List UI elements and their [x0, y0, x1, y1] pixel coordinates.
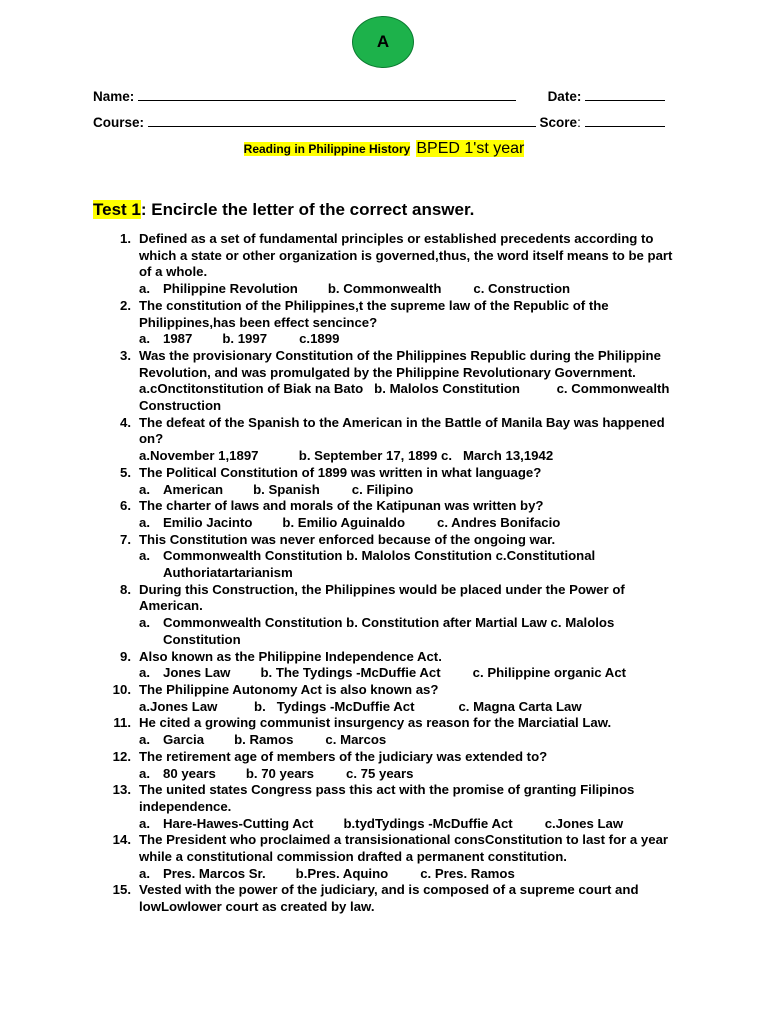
question-text: The united states Congress pass this act with the promise of granting Filipinos independence.: [139, 782, 635, 814]
name-label: Name:: [93, 89, 135, 104]
date-label: Date:: [547, 89, 582, 104]
score-colon: :: [577, 115, 581, 130]
choice-text[interactable]: c. Construction: [473, 281, 571, 297]
question-text: Also known as the Philippine Independence Act.: [139, 648, 442, 664]
choice-text[interactable]: b. Emilio Aguinaldo: [282, 514, 405, 530]
choice-letter[interactable]: a.: [139, 732, 150, 748]
question-text: The charter of laws and morals of the Katipunan was written by?: [139, 498, 544, 514]
choice-text[interactable]: Pres. Marcos Sr.: [163, 865, 266, 881]
choice-text[interactable]: Hare-Hawes-Cutting Act: [163, 815, 314, 831]
question-text: Vested with the power of the judiciary, and is composed of a supreme court and lowLowlower court as created by law.: [139, 882, 639, 915]
question-item: [112, 715, 682, 748]
version-letter: A: [376, 32, 390, 51]
choice-text[interactable]: b. 1997: [222, 331, 268, 347]
answer-choices-line[interactable]: a.November 1,1897 b. September 17, 1899 c. March 13,1942: [139, 448, 554, 464]
question-text: He cited a growing communist insurgency as reason for the Marciatial Law.: [139, 715, 612, 731]
question-item: [112, 582, 682, 649]
choice-letter[interactable]: a.: [139, 865, 150, 881]
course-title: Reading in Philippine History: [243, 142, 411, 156]
choice-letter[interactable]: a.: [139, 514, 150, 530]
question-number: 15.: [112, 882, 131, 898]
question-text: The President who proclaimed a transisionational consConstitution to last for a year while a constitutional commission drafted a permanent constitution.: [139, 832, 669, 865]
test-heading: [93, 200, 474, 220]
name-field[interactable]: [138, 88, 516, 101]
question-list: [112, 231, 682, 916]
question-item: [112, 749, 682, 782]
choice-text[interactable]: Jones Law: [163, 665, 231, 681]
choice-text[interactable]: Philippine Revolution: [163, 281, 298, 297]
question-number: 8.: [120, 581, 131, 597]
question-item: [112, 649, 682, 682]
question-number: 3.: [120, 347, 131, 363]
date-field[interactable]: [585, 88, 665, 101]
question-text: The Political Constitution of 1899 was written in what language?: [139, 464, 542, 480]
choice-letter[interactable]: a.: [139, 548, 150, 564]
course-score-row: [93, 114, 665, 130]
question-text: This Constitution was never enforced because of the ongoing war.: [139, 531, 556, 547]
question-item: [112, 298, 682, 348]
question-item: [112, 498, 682, 531]
choice-text[interactable]: b. Spanish: [253, 481, 320, 497]
choice-text[interactable]: 80 years: [163, 765, 216, 781]
question-item: [112, 465, 682, 498]
question-number: 1.: [120, 231, 131, 246]
answer-choices: [139, 732, 682, 749]
choice-text[interactable]: American: [163, 481, 224, 497]
choice-letter[interactable]: a.: [139, 281, 150, 297]
answer-choices-line[interactable]: a.Jones Law b. Tydings -McDuffie Act c. Magna Carta Law: [139, 698, 582, 714]
choice-text[interactable]: c. Philippine organic Act: [472, 665, 627, 681]
choice-text[interactable]: Commonwealth Constitution b. Constitution after Martial Law c. Malolos Constitution: [163, 615, 615, 647]
question-number: 13.: [112, 782, 131, 798]
choice-letter[interactable]: a.: [139, 665, 150, 681]
choice-text[interactable]: b. Commonwealth: [327, 281, 442, 297]
question-number: 5.: [120, 464, 131, 480]
question-number: 12.: [112, 748, 131, 764]
question-item: [112, 348, 682, 415]
choice-text[interactable]: c. 75 years: [346, 765, 414, 781]
choice-text[interactable]: 1987: [163, 331, 193, 347]
question-text: The retirement age of members of the judiciary was extended to?: [139, 748, 548, 764]
question-item: [112, 782, 682, 832]
choice-letter[interactable]: a.: [139, 615, 150, 631]
choice-text[interactable]: b.Pres. Aquino: [295, 865, 389, 881]
answer-choices: [139, 548, 682, 581]
choice-letter[interactable]: a.: [139, 481, 150, 497]
name-date-row: [93, 88, 665, 104]
choice-text[interactable]: b.tydTydings -McDuffie Act: [343, 815, 513, 831]
answer-choices: [139, 281, 682, 298]
choice-letter[interactable]: a.: [139, 331, 150, 347]
choice-text[interactable]: c. Pres. Ramos: [420, 865, 515, 881]
answer-choices: [139, 766, 682, 783]
choice-text[interactable]: c. Filipino: [351, 481, 414, 497]
choice-letter[interactable]: a.: [139, 815, 150, 831]
question-text: Was the provisionary Constitution of the Philippines Republic during the Philippine Revolution, and was promulgated by the Philippine Revolutionary Government.: [139, 347, 661, 380]
question-item: [112, 415, 682, 465]
answer-choices: [139, 615, 682, 648]
score-label: Score: [539, 115, 578, 130]
answer-choices: [139, 665, 682, 682]
question-number: 9.: [120, 648, 131, 664]
question-item: [112, 532, 682, 582]
course-field[interactable]: [148, 114, 536, 127]
subject-line: [0, 140, 768, 158]
question-item: [112, 682, 682, 715]
choice-text[interactable]: b. 70 years: [245, 765, 314, 781]
version-badge: [352, 16, 414, 68]
choice-text[interactable]: b. The Tydings -McDuffie Act: [260, 665, 441, 681]
choice-text[interactable]: Commonwealth Constitution b. Malolos Constitution c.Constitutional Authoriatartarianism: [163, 548, 596, 581]
choice-text[interactable]: Emilio Jacinto: [163, 514, 253, 530]
choice-text[interactable]: Garcia: [163, 732, 205, 748]
question-text: The Philippine Autonomy Act is also known as?: [139, 681, 439, 697]
choice-text[interactable]: c.Jones Law: [544, 815, 624, 831]
question-item: [112, 882, 682, 915]
question-number: 10.: [112, 681, 131, 697]
choice-text[interactable]: c. Andres Bonifacio: [437, 514, 561, 530]
question-number: 2.: [120, 297, 131, 313]
answer-choices-line[interactable]: a.cOnctitonstitution of Biak na Bato b. Malolos Constitution c. Commonwealth Construction: [139, 381, 674, 414]
choice-text[interactable]: c.1899: [299, 331, 340, 347]
question-text: During this Construction, the Philippines would be placed under the Power of American.: [139, 581, 625, 614]
question-number: 6.: [120, 498, 131, 514]
choice-text[interactable]: b. Ramos: [234, 732, 294, 748]
answer-choices: [139, 515, 682, 532]
question-number: 4.: [120, 414, 131, 430]
question-text: The constitution of the Philippines,t the supreme law of the Republic of the Philippines,has been effect sencince?: [139, 297, 609, 330]
year-level: BPED 1'st year: [416, 140, 525, 157]
answer-choices: [139, 482, 682, 499]
test-instruction: : Encircle the letter of the correct answer.: [140, 200, 475, 219]
answer-choices: [139, 816, 682, 833]
question-number: 14.: [112, 832, 131, 848]
score-field[interactable]: [585, 114, 665, 127]
course-label: Course:: [93, 115, 145, 130]
question-number: 11.: [113, 715, 131, 731]
choice-text[interactable]: c. Marcos: [325, 732, 387, 748]
answer-choices: [139, 331, 682, 348]
answer-choices: [139, 866, 682, 883]
test-label: Test 1: [93, 200, 141, 219]
question-item: [112, 832, 682, 882]
question-item: [112, 231, 682, 298]
question-text: The defeat of the Spanish to the American in the Battle of Manila Bay was happened on?: [139, 414, 665, 447]
choice-letter[interactable]: a.: [139, 765, 150, 781]
question-text: Defined as a set of fundamental principles or established precedents according to which a state or other organization is governed,thus, the word itself means to be part of a whole.: [139, 231, 673, 280]
question-number: 7.: [120, 531, 131, 547]
